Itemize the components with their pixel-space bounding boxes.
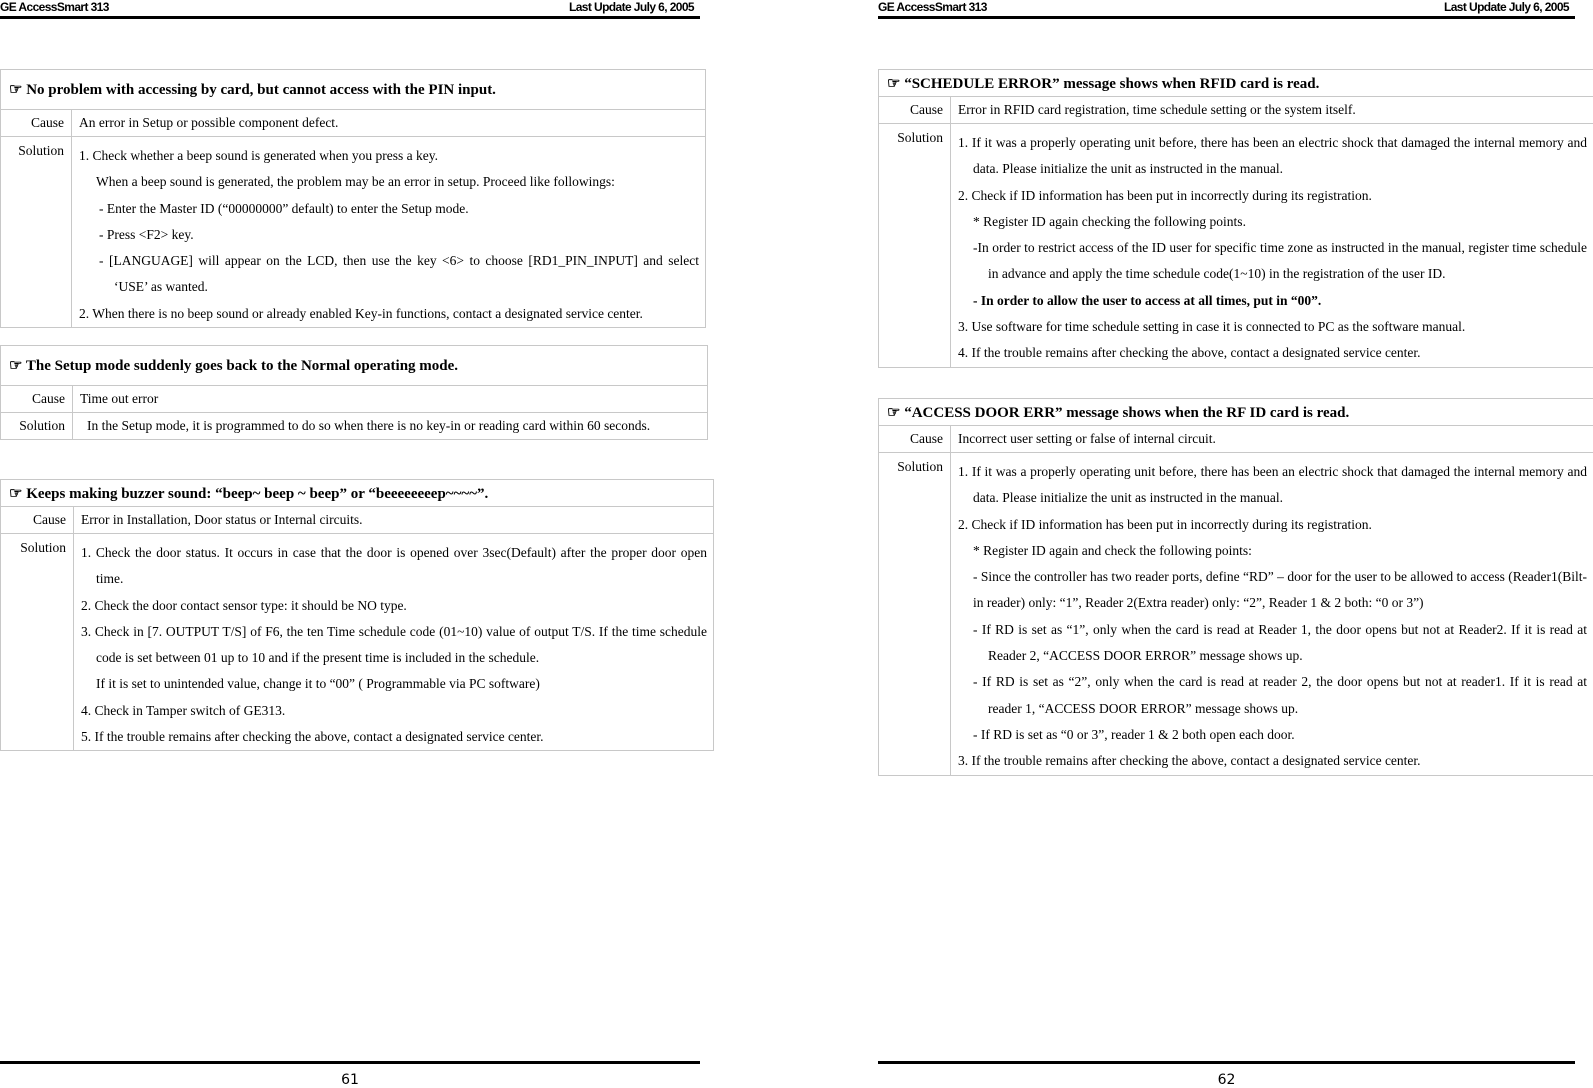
page-number: 61 xyxy=(0,1072,700,1088)
solution-line: 3. Use software for time schedule setting in case it is connected to PC as the software manual. xyxy=(958,314,1587,340)
page-footer xyxy=(878,1061,1575,1064)
section-title: ☞ “SCHEDULE ERROR” message shows when RFID card is read. xyxy=(879,70,1593,97)
cause-label: Cause xyxy=(879,426,951,453)
troubleshoot-table-setup-mode xyxy=(0,345,708,440)
cause-text: Time out error xyxy=(73,386,708,413)
page-62 xyxy=(878,0,1593,1086)
page-header xyxy=(878,0,1575,19)
solution-line: - Enter the Master ID (“00000000” default) to enter the Setup mode. xyxy=(79,196,699,222)
header-date: Last Update July 6, 2005 xyxy=(569,0,694,14)
header-product: GE AccessSmart 313 xyxy=(878,0,987,14)
cause-label: Cause xyxy=(879,97,951,124)
solution-label: Solution xyxy=(879,124,951,368)
solution-line: 4. Check in Tamper switch of GE313. xyxy=(81,698,707,724)
cause-label: Cause xyxy=(1,507,74,534)
page-header xyxy=(0,0,700,19)
cause-text: An error in Setup or possible component defect. xyxy=(72,110,706,137)
cause-text: Error in Installation, Door status or Internal circuits. xyxy=(74,507,714,534)
troubleshoot-table-schedule-error xyxy=(878,69,1593,368)
solution-line: 1. If it was a properly operating unit before, there has been an electric shock that damaged the internal memory and data. Please initialize the unit as instructed in the manual. xyxy=(958,130,1587,183)
solution-text: In the Setup mode, it is programmed to do so when there is no key-in or reading card within 60 seconds. xyxy=(73,413,708,440)
section-title: ☞ Keeps making buzzer sound: “beep~ beep ~ beep” or “beeeeeeeep~~~~”. xyxy=(1,480,714,507)
section-title: ☞ “ACCESS DOOR ERR” message shows when the RF ID card is read. xyxy=(879,399,1593,426)
solution-text xyxy=(72,137,706,328)
solution-label: Solution xyxy=(1,137,72,328)
cause-text: Incorrect user setting or false of internal circuit. xyxy=(951,426,1593,453)
solution-line: 3. Check in [7. OUTPUT T/S] of F6, the ten Time schedule code (01~10) value of output T/S. If the time schedule code is set between 01 up to 10 and if the present time is included in the schedule. xyxy=(81,619,707,672)
solution-line: * Register ID again checking the following points. xyxy=(958,209,1587,235)
solution-line: 3. If the trouble remains after checking the above, contact a designated service center. xyxy=(958,748,1587,774)
solution-label: Solution xyxy=(879,453,951,776)
solution-line: - [LANGUAGE] will appear on the LCD, then use the key <6> to choose [RD1_PIN_INPUT] and select ‘USE’ as wanted. xyxy=(79,248,699,301)
solution-text xyxy=(951,124,1593,368)
page-number: 62 xyxy=(878,1072,1575,1088)
solution-line: 2. When there is no beep sound or already enabled Key-in functions, contact a designated service center. xyxy=(79,301,699,327)
cause-label: Cause xyxy=(1,386,73,413)
header-date: Last Update July 6, 2005 xyxy=(1444,0,1569,14)
solution-line: 1. Check the door status. It occurs in case that the door is opened over 3sec(Default) after the proper door open time. xyxy=(81,540,707,593)
solution-line: When a beep sound is generated, the problem may be an error in setup. Proceed like followings: xyxy=(79,169,699,195)
solution-text xyxy=(74,534,714,751)
solution-line: - Press <F2> key. xyxy=(79,222,699,248)
solution-line: If it is set to unintended value, change it to “00” ( Programmable via PC software) xyxy=(81,671,707,697)
solution-line: -In order to restrict access of the ID user for specific time zone as instructed in the manual, register time schedule in advance and apply the time schedule code(1~10) in the registration of the user ID. xyxy=(958,235,1587,288)
solution-line: 5. If the trouble remains after checking the above, contact a designated service center. xyxy=(81,724,707,750)
solution-line: 2. Check the door contact sensor type: it should be NO type. xyxy=(81,593,707,619)
cause-text: Error in RFID card registration, time schedule setting or the system itself. xyxy=(951,97,1593,124)
troubleshoot-table-access-door-err xyxy=(878,398,1593,776)
solution-text xyxy=(951,453,1593,776)
solution-label: Solution xyxy=(1,534,74,751)
solution-line: - If RD is set as “1”, only when the card is read at Reader 1, the door opens but not at Reader2. If it is read at Reader 2, “ACCESS DOOR ERROR” message shows up. xyxy=(958,617,1587,670)
solution-line: 2. Check if ID information has been put in incorrectly during its registration. xyxy=(958,183,1587,209)
solution-line: - If RD is set as “2”, only when the card is read at reader 2, the door opens but not at reader1. If it is read at reader 1, “ACCESS DOOR ERROR” message shows up. xyxy=(958,669,1587,722)
cause-label: Cause xyxy=(1,110,72,137)
solution-line: 1. Check whether a beep sound is generated when you press a key. xyxy=(79,143,699,169)
solution-line: 2. Check if ID information has been put in incorrectly during its registration. xyxy=(958,512,1587,538)
solution-line: - If RD is set as “0 or 3”, reader 1 & 2 both open each door. xyxy=(958,722,1587,748)
solution-line: - In order to allow the user to access at all times, put in “00”. xyxy=(958,288,1587,314)
section-title: ☞ No problem with accessing by card, but cannot access with the PIN input. xyxy=(1,70,706,110)
solution-label: Solution xyxy=(1,413,73,440)
page-footer xyxy=(0,1061,700,1064)
solution-line: - Since the controller has two reader ports, define “RD” – door for the user to be allowed to access (Reader1(Bilt-in reader) only: “1”, Reader 2(Extra reader) only: “2”, Reader 1 & 2 both: “0 or 3”) xyxy=(958,564,1587,617)
section-title: ☞ The Setup mode suddenly goes back to the Normal operating mode. xyxy=(1,346,708,386)
solution-line: 1. If it was a properly operating unit before, there has been an electric shock that damaged the internal memory and data. Please initialize the unit as instructed in the manual. xyxy=(958,459,1587,512)
solution-line: * Register ID again and check the following points: xyxy=(958,538,1587,564)
troubleshoot-table-buzzer xyxy=(0,479,714,751)
troubleshoot-table-pin-input xyxy=(0,69,706,328)
page-61 xyxy=(0,0,710,1086)
header-product: GE AccessSmart 313 xyxy=(0,0,109,14)
solution-line: 4. If the trouble remains after checking the above, contact a designated service center. xyxy=(958,340,1587,366)
